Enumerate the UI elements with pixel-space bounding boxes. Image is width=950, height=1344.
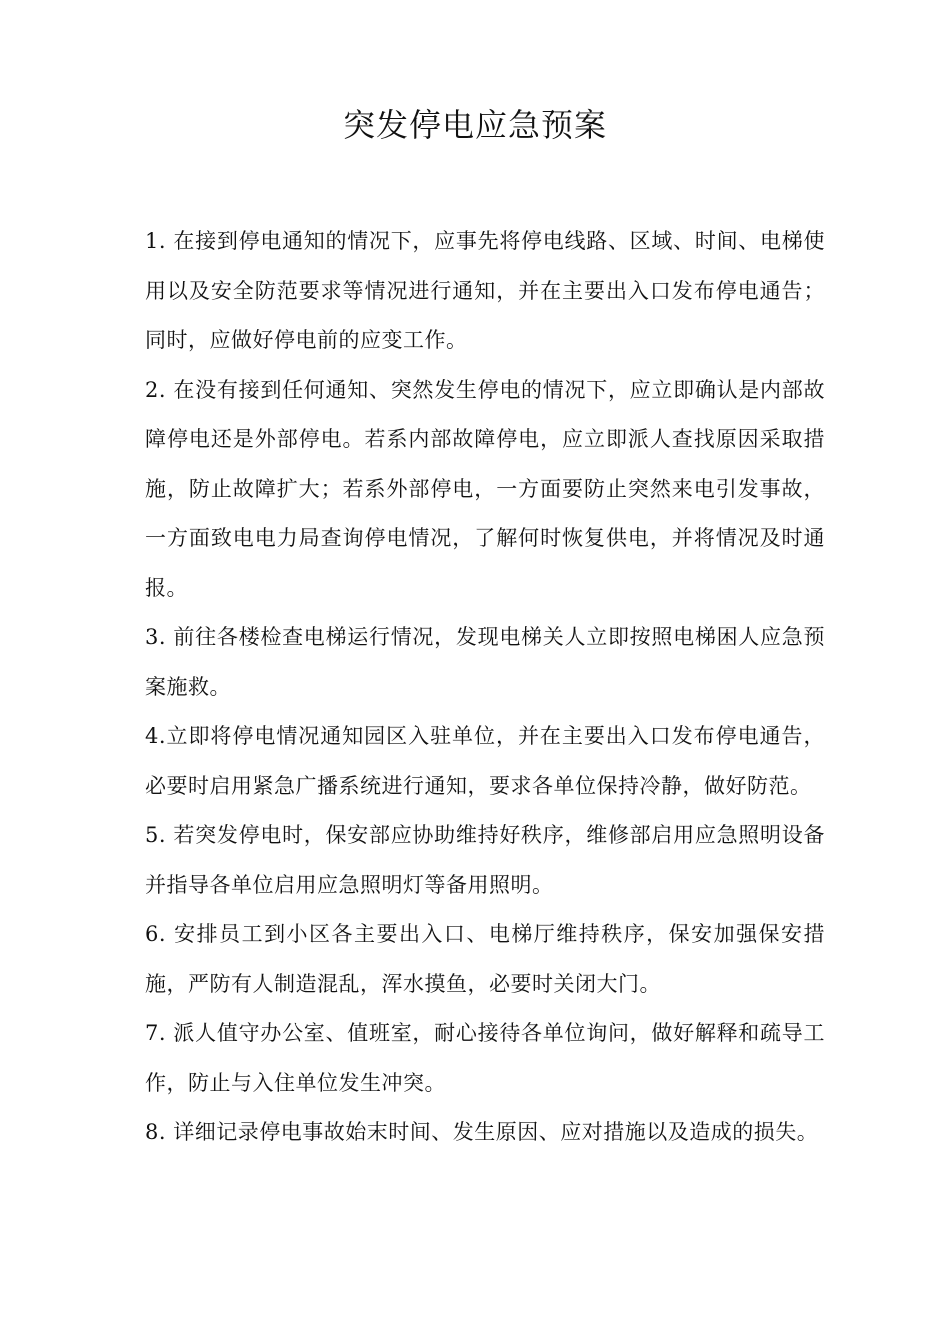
paragraph-8: 8. 详细记录停电事故始末时间、发生原因、应对措施以及造成的损失。 [145,1120,819,1144]
document-body [145,217,825,1158]
paragraph-1: 1. 在接到停电通知的情况下，应事先将停电线路、区域、时间、电梯使用以及安全防范要求等情况进行通知，并在主要出入口发布停电通告；同时，应做好停电前的应变工作。 [145,229,825,352]
paragraph-4: 4.立即将停电情况通知园区入驻单位，并在主要出入口发布停电通告，必要时启用紧急广播系统进行通知，要求各单位保持冷静，做好防范。 [145,724,825,798]
paragraph-5: 5. 若突发停电时，保安部应协助维持好秩序，维修部启用应急照明设备并指导各单位启用应急照明灯等备用照明。 [145,823,825,897]
paragraph-7: 7. 派人值守办公室、值班室，耐心接待各单位询问，做好解释和疏导工作，防止与入住单位发生冲突。 [145,1021,825,1095]
paragraph-6: 6. 安排员工到小区各主要出入口、电梯厅维持秩序，保安加强保安措施，严防有人制造混乱，浑水摸鱼，必要时关闭大门。 [145,922,825,996]
document-title: 突发停电应急预案 [342,106,607,144]
paragraph-2: 2. 在没有接到任何通知、突然发生停电的情况下，应立即确认是内部故障停电还是外部停电。若系内部故障停电，应立即派人查找原因采取措施，防止故障扩大；若系外部停电，一方面要防止突然来电引发事故，一方面致电电力局查询停电情况，了解何时恢复供电，并将情况及时通报。 [145,377,825,600]
paragraph-3: 3. 前往各楼检查电梯运行情况，发现电梯关人立即按照电梯困人应急预案施救。 [145,625,825,699]
